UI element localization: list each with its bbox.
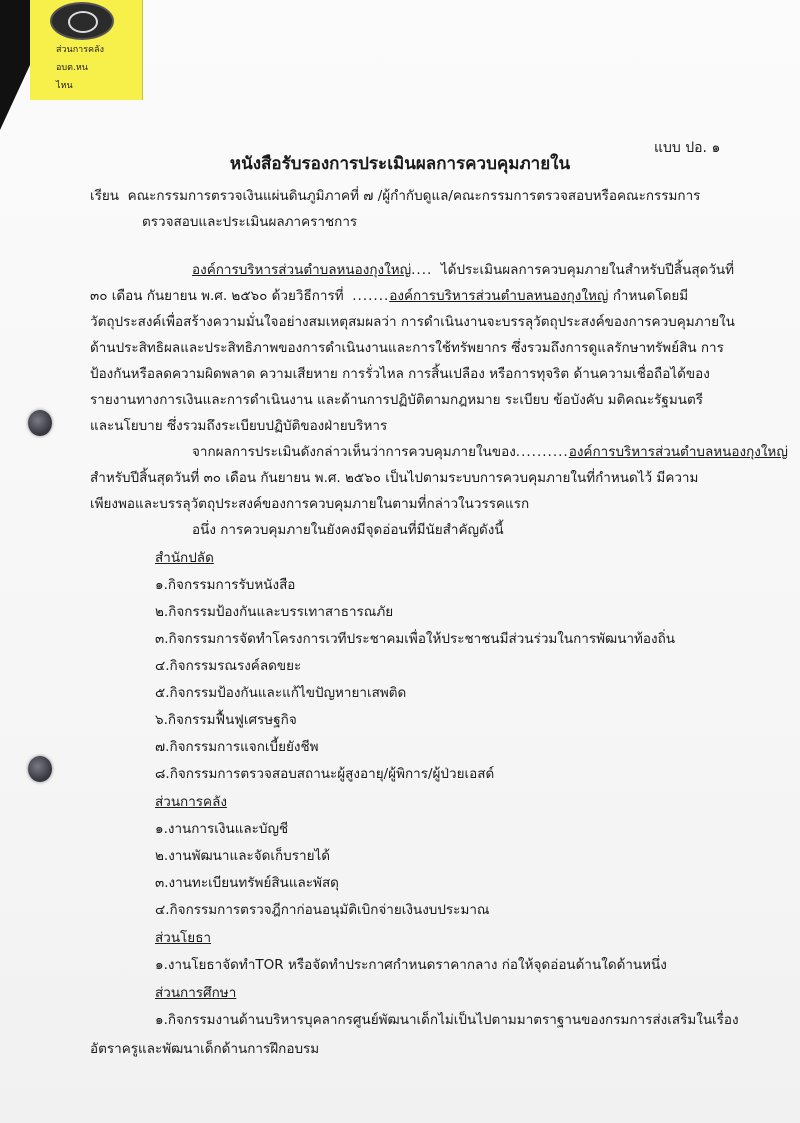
stamp-line-3: ไหน (56, 81, 73, 91)
org-name-2: องค์การบริหารส่วนตำบลหนองกุงใหญ่ (389, 288, 609, 304)
list-item: ๑.งานการเงินและบัญชี (155, 821, 289, 837)
para1-text-2a: ๓๐ เดือน กันยายน พ.ศ. ๒๕๖๐ ด้วยวิธีการที่ (90, 288, 344, 304)
section-heading-education: ส่วนการศึกษา (155, 985, 237, 1001)
para2-line-3: เพียงพอและบรรลุวัตถุประสงค์ของการควบคุมภายในตามที่กล่าวในวรรคแรก (90, 496, 530, 512)
punch-hole-bottom (28, 756, 52, 782)
punch-hole-top (28, 410, 52, 436)
para1-line-5: ป้องกันหรือลดความผิดพลาด ความเสียหาย การรั่วไหล การสิ้นเปลือง หรือการทุจริต ด้านความเชื่อถือได้ของ (90, 366, 710, 382)
receipt-stamp (30, 0, 143, 100)
para2-text-1: จากผลการประเมินดังกล่าวเห็นว่าการควบคุมภายในของ (192, 444, 516, 460)
list-item: ๗.กิจกรรมการแจกเบี้ยยังชีพ (155, 739, 319, 755)
recipient-text-2: ตรวจสอบและประเมินผลภาคราชการ (142, 214, 358, 230)
list-item: ๖.กิจกรรมฟื้นฟูเศรษฐกิจ (155, 712, 297, 728)
para1-line-1: องค์การบริหารส่วนตำบลหนองกุงใหญ่.... ได้ประเมินผลการควบคุมภายในสำหรับปีสิ้นสุดวันที่ (192, 262, 735, 278)
form-code: แบบ ปอ. ๑ (654, 140, 721, 156)
org-name-3: องค์การบริหารส่วนตำบลหนองกุงใหญ่ (568, 444, 788, 460)
list-item: ๑.กิจกรรมงานด้านบริหารบุคลากรศูนย์พัฒนาเด็กไม่เป็นไปตามมาตราฐานของกรมการส่งเสริมในเรื่อง (155, 1012, 739, 1028)
recipient-text-1: คณะกรรมการตรวจเงินแผ่นดินภูมิภาคที่ ๗ /ผู้กำกับดูแล/คณะกรรมการตรวจสอบหรือคณะกรรมการ (127, 188, 701, 204)
list-item: ๔.กิจกรรมการตรวจฎีกาก่อนอนุมัติเบิกจ่ายเงินงบประมาณ (155, 902, 490, 918)
section-heading-public-works: ส่วนโยธา (155, 930, 212, 946)
list-item: ๒.กิจกรรมป้องกันและบรรเทาสาธารณภัย (155, 604, 394, 620)
section-heading-office: สำนักปลัด (155, 550, 214, 566)
para1-line-3: วัตถุประสงค์เพื่อสร้างความมั่นใจอย่างสมเหตุสมผลว่า การดำเนินงานจะบรรลุวัตถุประสงค์ของการควบคุมภายใน (90, 314, 735, 330)
para1-text-2b: กำหนดโดยมี (612, 288, 689, 304)
recipient-label: เรียน (90, 188, 120, 204)
para1-text-1: ได้ประเมินผลการควบคุมภายในสำหรับปีสิ้นสุดวันที่ (440, 262, 735, 278)
stamp-line-2: อบต.หน (56, 63, 88, 73)
para2-line-2: สำหรับปีสิ้นสุดวันที่ ๓๐ เดือน กันยายน พ.ศ. ๒๕๖๐ เป็นไปตามระบบการควบคุมภายในที่กำหนดไว้ มีความ (90, 470, 699, 486)
para2-line-1: จากผลการประเมินดังกล่าวเห็นว่าการควบคุมภายในของ..........องค์การบริหารส่วนตำบลหนองกุงใหญ่ (192, 444, 788, 460)
list-item-continuation: อัตราครูและพัฒนาเด็กด้านการฝึกอบรม (90, 1041, 320, 1057)
section-heading-finance: ส่วนการคลัง (155, 794, 227, 810)
list-item: ๓.งานทะเบียนทรัพย์สินและพัสดุ (155, 875, 339, 891)
list-item: ๔.กิจกรรมรณรงค์ลดขยะ (155, 658, 302, 674)
para1-line-7: และนโยบาย ซึ่งรวมถึงระเบียบปฏิบัติของฝ่ายบริหาร (90, 418, 388, 434)
list-item: ๕.กิจกรรมป้องกันและแก้ไขปัญหายาเสพติด (155, 685, 407, 701)
government-seal-icon (50, 2, 114, 40)
list-item: ๘.กิจกรรมการตรวจสอบสถานะผู้สูงอายุ/ผู้พิการ/ผู้ป่วยเอสด์ (155, 766, 495, 782)
list-item: ๑.งานโยธาจัดทำTOR หรือจัดทำประกาศกำหนดราคากลาง ก่อให้จุดอ่อนด้านใดด้านหนึ่ง (155, 957, 667, 973)
para3-line: อนึ่ง การควบคุมภายในยังคงมีจุดอ่อนที่มีนัยสำคัญดังนี้ (192, 522, 504, 538)
stamp-line-1: ส่วนการคลัง (56, 45, 104, 55)
para1-line-2: ๓๐ เดือน กันยายน พ.ศ. ๒๕๖๐ ด้วยวิธีการที่ .......องค์การบริหารส่วนตำบลหนองกุงใหญ่ กำหนดโดยมี (90, 288, 689, 304)
para1-line-6: รายงานทางการเงินและการดำเนินงาน และด้านการปฏิบัติตามกฎหมาย ระเบียบ ข้อบังคับ มติคณะรัฐมนตรี (90, 392, 703, 408)
org-name: องค์การบริหารส่วนตำบลหนองกุงใหญ่ (192, 262, 412, 278)
recipient-line-1 (90, 184, 700, 206)
para1-line-4: ด้านประสิทธิผลและประสิทธิภาพของการดำเนินงานและการใช้ทรัพยากร ซึ่งรวมถึงการดูแลรักษาทรัพย์สิน การ (90, 340, 724, 356)
page-title: หนังสือรับรองการประเมินผลการควบคุมภายใน (229, 154, 571, 174)
list-item: ๒.งานพัฒนาและจัดเก็บรายได้ (155, 848, 331, 864)
list-item: ๓.กิจกรรมการจัดทำโครงการเวทีประชาคมเพื่อให้ประชาชนมีส่วนร่วมในการพัฒนาท้องถิ่น (155, 631, 676, 647)
list-item: ๑.กิจกรรมการรับหนังสือ (155, 577, 296, 593)
